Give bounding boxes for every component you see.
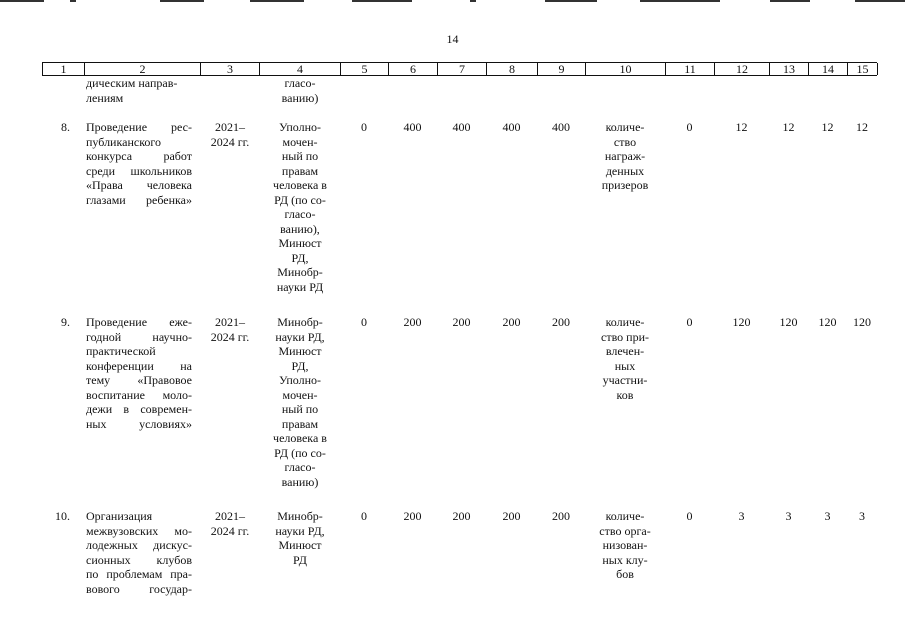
column-header-4: 4 xyxy=(259,63,340,75)
carryover-name-line: дическим направ- xyxy=(86,76,178,90)
period-line: 2021– xyxy=(215,509,245,523)
period-line: 2024 гг. xyxy=(210,523,250,538)
column-header-9: 9 xyxy=(537,63,585,75)
column-header-11: 11 xyxy=(665,63,714,75)
period-line: 2024 гг. xyxy=(210,134,250,149)
executors-line: человека в xyxy=(273,431,327,445)
table-header-row xyxy=(42,62,877,76)
column-header-8: 8 xyxy=(486,63,537,75)
activity-name-line: глазами ребенка» xyxy=(86,192,192,207)
executors-line: РД, xyxy=(291,358,309,373)
scan-edge-marks xyxy=(0,0,905,3)
target-c12-line: 120 xyxy=(732,315,751,329)
target-c13 xyxy=(769,315,808,330)
executors-line: правам xyxy=(281,416,319,431)
executors-line: Минюст xyxy=(278,344,322,358)
activity-name xyxy=(86,120,192,207)
activity-name-line: Проведение рес- xyxy=(86,120,192,134)
executors-line: мочен- xyxy=(282,134,318,149)
target-c12-line: 3 xyxy=(738,509,745,523)
indicator-line: ков xyxy=(616,387,634,402)
period xyxy=(202,509,258,538)
funding-c9-line: 400 xyxy=(552,120,570,134)
target-c13 xyxy=(769,120,808,135)
indicator-line: участни- xyxy=(602,373,648,387)
target-c14 xyxy=(808,509,847,524)
target-c13-line: 3 xyxy=(785,509,792,523)
indicator-line: влечен- xyxy=(605,344,645,358)
executors-line: Минюст xyxy=(278,538,322,552)
executors-line: правам xyxy=(281,163,319,178)
executors-line: науки РД, xyxy=(275,523,325,538)
executors-line: ванию) xyxy=(281,474,319,489)
funding-c7-line: 200 xyxy=(452,315,471,329)
funding-c9-line: 200 xyxy=(552,509,570,523)
funding-c5 xyxy=(340,315,388,330)
indicator-line: ство при- xyxy=(601,329,649,344)
indicator-line: награж- xyxy=(604,149,646,163)
target-c13 xyxy=(769,509,808,524)
target-c15-line: 3 xyxy=(859,509,865,523)
column-header-13: 13 xyxy=(769,63,808,75)
funding-c9 xyxy=(537,315,585,330)
target-c11-line: 0 xyxy=(686,509,693,523)
column-header-3: 3 xyxy=(200,63,259,75)
period-line: 2021– xyxy=(215,120,245,134)
indicator-line: ных xyxy=(614,358,636,373)
activity-name-line: по проблемам пра- xyxy=(86,567,192,581)
target-c15 xyxy=(847,315,877,330)
activity-name-line: межвузовских мо- xyxy=(86,523,192,538)
funding-c7-line: 200 xyxy=(452,509,471,523)
indicator-line: ных клу- xyxy=(602,552,648,567)
column-header-7: 7 xyxy=(437,63,486,75)
carryover-executor xyxy=(262,76,338,105)
indicator-line: количе- xyxy=(605,120,645,134)
executors-line: гласо- xyxy=(284,460,316,474)
executors xyxy=(262,120,338,294)
target-c11 xyxy=(665,509,714,524)
funding-c8 xyxy=(486,120,537,135)
page-number: 14 xyxy=(446,32,459,46)
executors-line: науки РД, xyxy=(275,329,325,344)
funding-c5-line: 0 xyxy=(361,509,367,523)
column-header-2: 2 xyxy=(84,63,200,75)
executors xyxy=(262,315,338,489)
funding-c9-line: 200 xyxy=(552,315,570,329)
target-c15-line: 12 xyxy=(856,120,868,134)
executors-line: Минюст xyxy=(278,236,322,250)
funding-c5-line: 0 xyxy=(361,315,367,329)
target-c13-line: 120 xyxy=(779,315,798,329)
target-c12-line: 12 xyxy=(735,120,748,134)
executors-line: гласо- xyxy=(284,207,316,221)
target-c11 xyxy=(665,315,714,330)
indicator-line: количе- xyxy=(605,509,645,523)
activity-name-line: Организация xyxy=(86,509,153,523)
indicator xyxy=(590,509,660,582)
funding-c8 xyxy=(486,509,537,524)
executors-line: РД (по со- xyxy=(274,445,326,460)
activity-name-line: дежи в современ- xyxy=(86,402,192,416)
funding-c6 xyxy=(388,315,437,330)
funding-c8-line: 200 xyxy=(502,509,521,523)
executors-line: Минобр- xyxy=(277,315,323,329)
funding-c8-line: 400 xyxy=(502,120,521,134)
funding-c7 xyxy=(437,509,486,524)
target-c12 xyxy=(714,315,769,330)
target-c15 xyxy=(847,509,877,524)
activity-name-line: «Права человека xyxy=(86,178,192,192)
funding-c9 xyxy=(537,120,585,135)
funding-c5 xyxy=(340,509,388,524)
executors-line: мочен- xyxy=(282,387,318,402)
carryover-name xyxy=(86,76,192,105)
target-c14-line: 120 xyxy=(818,315,837,329)
executors-line: РД, xyxy=(291,250,309,265)
column-header-10: 10 xyxy=(585,63,665,75)
target-c14 xyxy=(808,315,847,330)
activity-name-line: практической xyxy=(86,344,156,358)
target-c14-line: 3 xyxy=(824,509,831,523)
target-c15 xyxy=(847,120,877,135)
activity-name-line: Проведение еже- xyxy=(86,315,192,329)
activity-name-line: лодежных дискус- xyxy=(86,538,192,552)
executors-line: Минобр- xyxy=(277,265,323,279)
activity-name-line: сионных клубов xyxy=(86,552,192,567)
period xyxy=(202,315,258,344)
target-c15-line: 120 xyxy=(853,315,871,329)
row-number xyxy=(42,509,70,524)
indicator-line: ство xyxy=(613,134,637,149)
indicator-line: призеров xyxy=(601,178,649,192)
target-c12 xyxy=(714,509,769,524)
executors-line: человека в xyxy=(273,178,327,192)
target-c14-line: 12 xyxy=(821,120,834,134)
funding-c6 xyxy=(388,509,437,524)
activity-name-line: тему «Правовое xyxy=(86,373,192,387)
funding-c6 xyxy=(388,120,437,135)
indicator-line: ство орга- xyxy=(599,523,651,538)
executors-line: ный по xyxy=(281,149,319,163)
funding-c6-line: 400 xyxy=(403,120,422,134)
column-header-5: 5 xyxy=(340,63,388,75)
executors-line: Минобр- xyxy=(277,509,323,523)
funding-c8-line: 200 xyxy=(502,315,521,329)
column-header-6: 6 xyxy=(388,63,437,75)
executors-line: РД xyxy=(293,552,307,567)
funding-c7 xyxy=(437,315,486,330)
activity-name-line: воспитание моло- xyxy=(86,387,192,402)
funding-c5 xyxy=(340,120,388,135)
activity-name-line: публиканского xyxy=(86,134,162,149)
target-c11 xyxy=(665,120,714,135)
activity-name-line: вового государ- xyxy=(86,581,192,596)
carryover-executor-line: гласо- xyxy=(284,76,316,90)
executors-line: РД (по со- xyxy=(274,192,326,207)
funding-c6-line: 200 xyxy=(403,315,422,329)
period-line: 2021– xyxy=(215,315,245,329)
activity-name-line: среди школьников xyxy=(86,163,192,178)
indicator-line: количе- xyxy=(605,315,645,329)
executors xyxy=(262,509,338,567)
target-c12 xyxy=(714,120,769,135)
activity-name-line: конференции на xyxy=(86,358,192,373)
carryover-executor-line: ванию) xyxy=(281,90,319,105)
funding-c8 xyxy=(486,315,537,330)
period-line: 2024 гг. xyxy=(210,329,250,344)
row-number xyxy=(42,315,70,330)
executors-line: ный по xyxy=(281,402,319,416)
indicator xyxy=(590,120,660,193)
column-header-12: 12 xyxy=(714,63,769,75)
executors-line: Уполно- xyxy=(278,120,322,134)
executors-line: науки РД xyxy=(276,279,324,294)
indicator-line: низован- xyxy=(602,538,648,552)
target-c11-line: 0 xyxy=(686,315,693,329)
indicator xyxy=(590,315,660,402)
column-header-15: 15 xyxy=(847,63,878,75)
row-number-line: 10. xyxy=(55,509,70,523)
funding-c6-line: 200 xyxy=(403,509,422,523)
row-number-line: 8. xyxy=(61,120,70,134)
column-header-14: 14 xyxy=(808,63,847,75)
executors-line: ванию), xyxy=(280,221,320,236)
target-c14 xyxy=(808,120,847,135)
activity-name xyxy=(86,509,192,596)
executors-line: Уполно- xyxy=(278,373,322,387)
row-number-line: 9. xyxy=(61,315,70,329)
column-header-1: 1 xyxy=(42,63,84,75)
target-c13-line: 12 xyxy=(782,120,795,134)
activity-name-line: конкурса работ xyxy=(86,149,192,163)
funding-c7-line: 400 xyxy=(452,120,471,134)
funding-c9 xyxy=(537,509,585,524)
period xyxy=(202,120,258,149)
activity-name-line: ных условиях» xyxy=(86,416,192,431)
activity-name xyxy=(86,315,192,431)
funding-c5-line: 0 xyxy=(361,120,367,134)
indicator-line: денных xyxy=(605,163,645,178)
target-c11-line: 0 xyxy=(686,120,693,134)
indicator-line: бов xyxy=(616,567,634,581)
activity-name-line: годной научно- xyxy=(86,329,192,344)
row-number xyxy=(42,120,70,135)
funding-c7 xyxy=(437,120,486,135)
carryover-name-line: лениям xyxy=(86,90,124,105)
